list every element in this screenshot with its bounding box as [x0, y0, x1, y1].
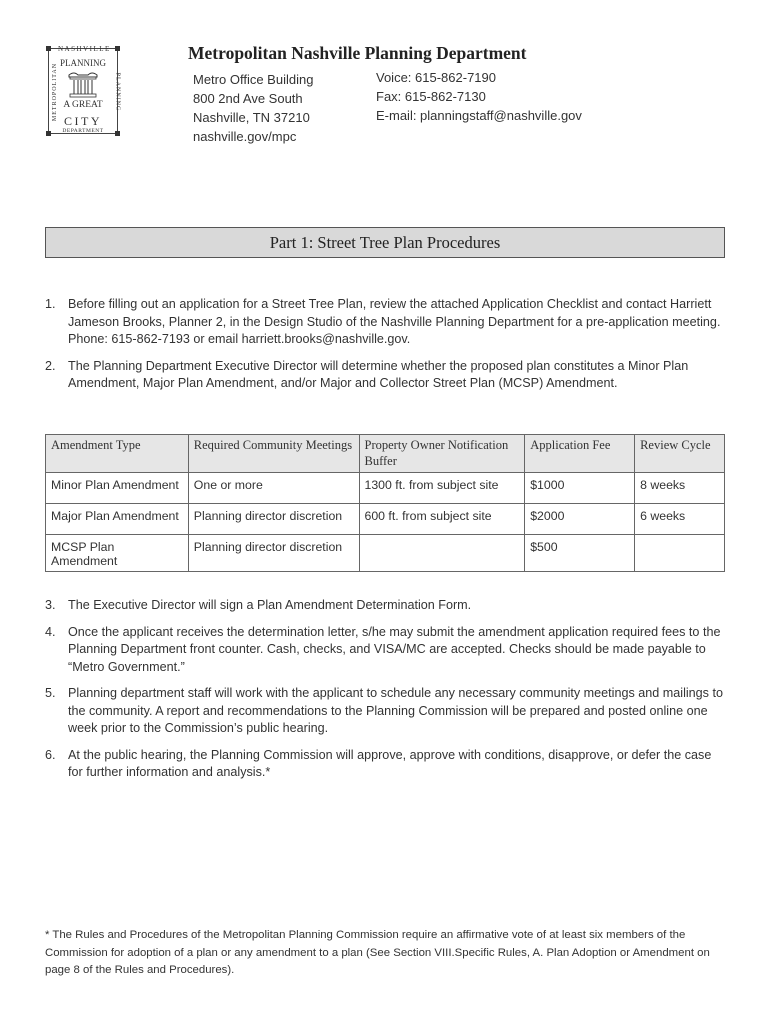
phone-line: Voice: 615-862-7190	[376, 70, 496, 85]
step-text: Once the applicant receives the determination letter, s/he may submit the amendment application required fees to the Planning Department front counter. Cash, checks, and VISA/MC are accepted. Checks should be made payable to “Metro Government.”	[68, 624, 721, 674]
logo-corner	[46, 46, 51, 51]
procedure-step	[45, 685, 729, 738]
table-cell: Minor Plan Amendment	[46, 473, 189, 504]
section-title: Part 1: Street Tree Plan Procedures	[45, 227, 725, 258]
procedure-step	[45, 296, 729, 349]
department-logo	[44, 44, 122, 138]
logo-corner	[46, 131, 51, 136]
procedure-list	[45, 296, 729, 402]
table-cell: 1300 ft. from subject site	[359, 473, 525, 504]
table-cell: Major Plan Amendment	[46, 504, 189, 535]
table-row	[46, 535, 725, 572]
procedure-step	[45, 624, 729, 677]
address-line: 800 2nd Ave South	[193, 91, 303, 106]
email-link[interactable]: E-mail: planningstaff@nashville.gov	[376, 108, 582, 123]
logo-right-word: PLANNING	[114, 72, 121, 112]
table-cell: Planning director discretion	[188, 504, 359, 535]
column-header: Property Owner Notification Buffer	[359, 435, 525, 473]
logo-left-word: METROPOLITAN	[52, 62, 59, 122]
address-line: Metro Office Building	[193, 72, 314, 87]
column-header: Application Fee	[525, 435, 635, 473]
step-text: Before filling out an application for a Street Tree Plan, review the attached Application Checklist and contact Harriett Jameson Brooks, Planner 2, in the Design Studio of the Nashville Planning Department for a pre-application meeting. Phone: 615-862-7193 or email harriett.brooks@nashville.gov.	[68, 297, 721, 346]
contact-block	[376, 68, 582, 125]
column-icon	[66, 72, 100, 98]
table-cell: Planning director discretion	[188, 535, 359, 572]
step-number: 6.	[45, 747, 56, 762]
logo-line-3: CITY	[64, 114, 102, 128]
table-row	[46, 504, 725, 535]
procedure-step	[45, 747, 729, 782]
column-header: Amendment Type	[46, 435, 189, 473]
logo-line-1: PLANNING	[60, 58, 106, 68]
table-cell: 8 weeks	[635, 473, 725, 504]
footnote: * The Rules and Procedures of the Metropolitan Planning Commission require an affirmative vote of at least six members of the Commission for adoption of a plan or any amendment to a plan (See Section VIII.Specific Rules, A. Plan Adoption or Amendment on page 8 of the Rules and Procedures).	[45, 929, 710, 976]
procedure-list	[45, 597, 729, 791]
table-cell: One or more	[188, 473, 359, 504]
amendment-table	[45, 434, 725, 572]
table-cell	[635, 535, 725, 572]
column-header: Review Cycle	[635, 435, 725, 473]
logo-corner	[115, 46, 120, 51]
step-text: Planning department staff will work with the applicant to schedule any necessary community meetings and mailings to the community. A report and recommendations to the Planning Commission will be prepared and posted online one week prior to the Commission’s public hearing.	[68, 686, 723, 735]
table-cell: $2000	[525, 504, 635, 535]
step-number: 1.	[45, 297, 56, 311]
table-cell: MCSP Plan Amendment	[46, 535, 189, 572]
logo-corner	[115, 131, 120, 136]
address-line: Nashville, TN 37210	[193, 110, 310, 125]
table-row	[46, 473, 725, 504]
address-block	[193, 70, 313, 146]
fax-line: Fax: 615-862-7130	[376, 89, 486, 104]
table-cell: 6 weeks	[635, 504, 725, 535]
step-number: 4.	[45, 624, 56, 639]
step-number: 5.	[45, 686, 56, 700]
step-text: The Executive Director will sign a Plan Amendment Determination Form.	[68, 598, 472, 612]
table-header-row	[46, 435, 725, 473]
logo-bottom-word: DEPARTMENT	[62, 128, 104, 134]
table-cell: 600 ft. from subject site	[359, 504, 525, 535]
table-cell: $500	[525, 535, 635, 572]
table-cell: $1000	[525, 473, 635, 504]
logo-line-2: A GREAT	[63, 100, 103, 110]
step-number: 2.	[45, 358, 56, 373]
procedure-step	[45, 597, 729, 615]
organization-title: Metropolitan Nashville Planning Department	[188, 43, 527, 63]
step-text: At the public hearing, the Planning Commission will approve, approve with conditions, disapprove, or defer the case for further information and analysis.*	[68, 747, 712, 779]
procedure-step	[45, 358, 729, 393]
logo-top-word: NASHVILLE	[58, 45, 111, 53]
website-link[interactable]: nashville.gov/mpc	[193, 129, 297, 144]
step-text: The Planning Department Executive Director will determine whether the proposed plan constitutes a Minor Plan Amendment, Major Plan Amendment, and/or Major and Collector Street Plan (MCSP) Amendment.	[68, 358, 689, 390]
column-header: Required Community Meetings	[188, 435, 359, 473]
step-number: 3.	[45, 598, 56, 612]
table-cell	[359, 535, 525, 572]
